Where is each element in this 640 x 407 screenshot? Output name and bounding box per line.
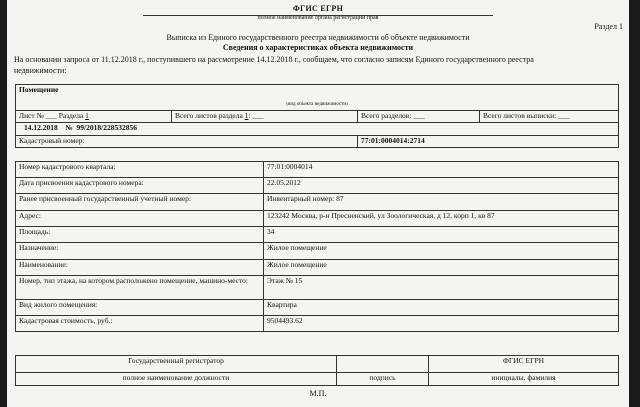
registrar-title: Государственный регистратор [16, 356, 337, 373]
table-row [16, 243, 619, 260]
stamp-placeholder: М.П. [309, 389, 327, 398]
property-value: 77:01:0004014 [264, 162, 619, 178]
object-type-caption: (вид объекта недвижимости) [16, 102, 619, 111]
cadastral-label: Кадастровый номер: [16, 136, 358, 148]
property-label: Адрес: [16, 211, 264, 227]
property-label: Вид жилого помещения: [16, 300, 264, 316]
property-value: 34 [264, 227, 619, 243]
table-row [16, 316, 619, 332]
total-sheets-section-cell: Всего листов раздела 1: ___ [172, 111, 358, 123]
extract-number: 99/2018/228532856 [76, 123, 137, 132]
object-type: Помещение [19, 85, 59, 94]
total-sections-cell: Всего разделов: ___ [358, 111, 480, 123]
property-value: Жилое помещение [264, 260, 619, 276]
signature-blank [337, 356, 429, 373]
section-label: Раздел 1 [594, 22, 623, 31]
cadastral-value: 77:01:0004014:2714 [358, 136, 619, 148]
extract-date: 14.12.2018 [24, 123, 58, 132]
property-value: Жилое помещение [264, 243, 619, 260]
registry-subtitle: полное наименование органа регистрации прав [257, 15, 379, 21]
object-type-cell [16, 85, 619, 102]
registry-title: ФГИС ЕГРН [292, 4, 344, 13]
table-row [16, 162, 619, 178]
total-sheets-extract-cell: Всего листов выписки: ___ [480, 111, 619, 123]
document-page [7, 0, 629, 407]
property-label: Кадастровая стоимость, руб.: [16, 316, 264, 332]
signature-table [15, 355, 619, 386]
section-value: 1 [85, 111, 89, 120]
sheet-number-cell: Лист № ___ Раздела 1 [16, 111, 172, 123]
property-label: Наименование: [16, 260, 264, 276]
signature-caption: подпись [337, 373, 429, 386]
table-row [16, 260, 619, 276]
name-caption: инициалы, фамилия [429, 373, 619, 386]
document-subtitle: Сведения о характеристиках объекта недвижимости [222, 43, 414, 52]
date-number-cell: 14.12.2018 № 99/2018/228532856 [16, 123, 619, 136]
object-header-table [15, 84, 619, 148]
property-label: Номер, тип этажа, на котором расположено помещение, машино-место: [16, 276, 264, 300]
property-value: 123242 Москва, р-н Пресненский, ул Зоологическая, д 12, корп 1, кв 87 [264, 211, 619, 227]
property-value: 9504493.62 [264, 316, 619, 332]
property-value: Этаж № 15 [264, 276, 619, 300]
property-label: Назначение: [16, 243, 264, 260]
property-label: Дата присвоения кадастрового номера: [16, 178, 264, 194]
table-row [16, 211, 619, 227]
table-row [16, 194, 619, 211]
registrar-org: ФГИС ЕГРН [429, 356, 619, 373]
position-caption: полное наименование должности [16, 373, 337, 386]
table-row [16, 227, 619, 243]
property-label: Номер кадастрового квартала: [16, 162, 264, 178]
document-title: Выписка из Единого государственного реестра недвижимости об объекте недвижимости [166, 33, 470, 42]
table-row [16, 276, 619, 300]
property-label: Ранее присвоенный государственный учетный номер: [16, 194, 264, 211]
table-row [16, 178, 619, 194]
property-value: 22.05.2012 [264, 178, 619, 194]
property-value: Инвентарный номер: 87 [264, 194, 619, 211]
basis-text: На основании запроса от 11.12.2018 г., поступившего на рассмотрение 14.12.2018 г., сообщаем, что согласно записям Единого государственного реестра недвижимости: [14, 55, 534, 75]
properties-table [15, 161, 619, 332]
table-row [16, 300, 619, 316]
property-value: Квартира [264, 300, 619, 316]
property-label: Площадь: [16, 227, 264, 243]
